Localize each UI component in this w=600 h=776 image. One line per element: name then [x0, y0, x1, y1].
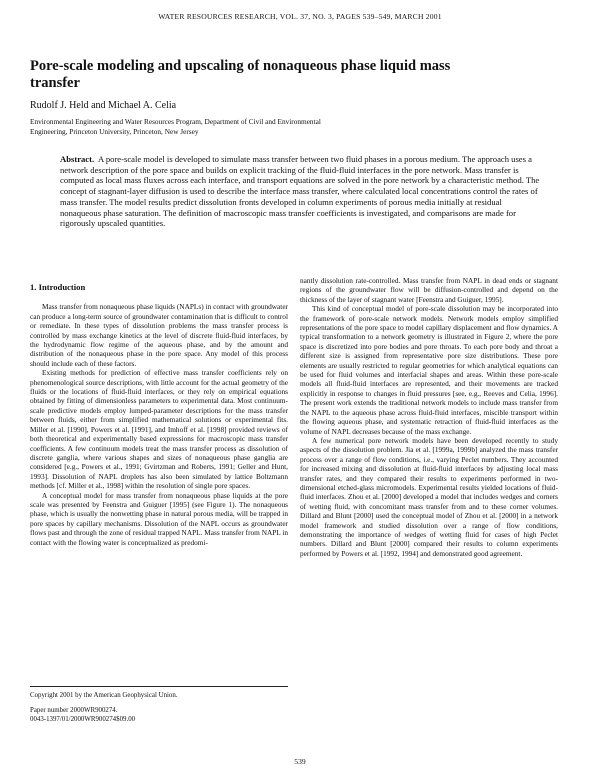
abstract [60, 154, 544, 229]
section-heading-introduction: 1. Introduction [30, 282, 86, 292]
copyright-line: Copyright 2001 by the American Geophysical Union. [30, 692, 178, 699]
abstract-text: A pore-scale model is developed to simulate mass transfer between two fluid phases in a porous medium. The approach uses a network description of the pore space and builds on explicit tracking of the fluid-fluid interfaces in the pore network. Mass transfer is computed as local mass fluxes across each interface, and transport equations are solved in the pore network by a characteristic method. The concept of stagnant-layer diffusion is used to describe the interface mass transfer, where calculated local concentrations control the rates of mass transfer. The model results predict dissolution fronts developed in column experiments of porous media initially at residual nonaqueous phase saturation. The definition of macroscopic mass transfer coefficients is investigated, and comparisons are made for rigorously upscaled quantities. [60, 154, 540, 229]
author-affiliation [30, 117, 550, 136]
copyright-block [30, 691, 288, 725]
right-paragraph-2: A few numerical pore network models have been developed recently to study aspects of the dissolution problem. Jia et al. [1999a, 1999b] analyzed the mass transfer process over a range of flow conditions, i.e., varying Peclet numbers. They accounted for increased mixing and dissolution at fluid-fluid interfaces by adjusting local mass transfer rates, and they compared their results to experiments performed in two-dimensional etched-glass micromodels. Experimental results yielded locations of fluid-fluid interfaces. Zhou et al. [2000] developed a model that includes wedges and corners of wetting fluid, with concomitant mass transfer from and to these corner volumes. Dillard and Blunt [2000] used the conceptual model of Zhou et al. [2000] in a network model framework and studied dissolution over a range of flow conditions, demonstrating the importance of wedges of wetting fluid for cases of high Peclet numbers. Dillard and Blunt [2000] compared their results to column experiments performed by Powers et al. [1992, 1994] and demonstrated good agreement. [300, 435, 558, 558]
affiliation-line-1: Environmental Engineering and Water Resources Program, Department of Civil and Environmental [30, 117, 321, 126]
running-head: WATER RESOURCES RESEARCH, VOL. 37, NO. 3, PAGES 539–549, MARCH 2001 [158, 12, 442, 21]
right-paragraph-1: This kind of conceptual model of pore-scale dissolution may be incorporated into the framework of pore-scale network models. Network models employ simplified representations of the pore space to model capillary displacement and flow dynamics. A typical transformation to a network geometry is illustrated in Figure 2, where the pore space is discretized into pore bodies and pore throats. To each pore body and throat a different size is assigned from representative pore size distributions. These pore elements are usually restricted to regular geometries for which analytical equations can be used for fluid volumes and interfacial shapes and areas. Within these pore-scale models all fluid-fluid interfaces are represented, and their movements are tracked explicitly in response to changes in fluid pressures [see, e.g., Reeves and Celia, 1996]. The present work extends the traditional network models to include mass transfer from the NAPL to the aqueous phase across fluid-fluid interfaces, miscible transport within the flowing aqueous phase, and systematic retraction of fluid-fluid interfaces as the volume of NAPL decreases because of the mass exchange. [300, 304, 558, 436]
right-column [300, 276, 558, 558]
issn-line: 0043-1397/01/2000WR900274$09.00 [30, 716, 136, 724]
abstract-label: Abstract. [60, 154, 95, 164]
intro-paragraph-1: Mass transfer from nonaqueous phase liquids (NAPLs) in contact with groundwater can produce a long-term source of groundwater contamination that is difficult to control or remediate. In these types of dissolution problems the mass transfer process is controlled by mass exchange kinetics at the level of discrete fluid-fluid interfaces, by the hydrodynamic flow regime of the aqueous phase, and by the amount and distribution of the nonaqueous phase in the pore space. Any model of this process should include each of these factors. [30, 302, 288, 368]
footnote-rule [30, 686, 288, 687]
page-number: 539 [294, 757, 306, 766]
left-column [30, 283, 288, 547]
article-authors: Rudolf J. Held and Michael A. Celia [30, 100, 177, 111]
affiliation-line-2: Engineering, Princeton University, Princeton, New Jersey [30, 126, 199, 136]
right-paragraph-0: nantly dissolution rate-controlled. Mass transfer from NAPL in dead ends or stagnant regions of the groundwater flow will be diffusion-controlled and depend on the thickness of the layer of stagnant water [Feenstra and Guiguer, 1995]. [300, 276, 558, 304]
intro-paragraph-3: A conceptual model for mass transfer from nonaqueous phase liquids at the pore scale was presented by Feenstra and Guiguer [1995] (see Figure 1). The nonaqueous phase, which is usually the nonwetting phase in natural porous media, will be trapped in pore spaces by capillary mechanisms. Dissolution of the NAPL occurs as groundwater flows past and through the zone of residual trapped NAPL. Mass transfer from NAPL in contact with the flowing water is conceptualized as predomi- [30, 490, 288, 547]
intro-paragraph-2: Existing methods for prediction of effective mass transfer coefficients rely on phenomenological source descriptions, with little account for the actual geometry of the fluids or the locations of fluid-fluid interfaces, or they rely on empirical equations obtained by fitting of dimensionless parameters to experimental data. Most continuum-scale predictive models employ lumped-parameter descriptions for the mass transfer between fluids, either from simplified mathematical solutions or experimental fits. Miller et al. [1990], Powers et al. [1991], and Imhoff et al. [1998] provided reviews of both theoretical and experimentally based expressions for macroscopic mass transfer coefficients. A few continuum models treat the mass transfer process as dissolution of discrete ganglia, where various shapes and sizes of nonaqueous phase ganglia are considered [e.g., Powers et al., 1991; Gvirtzman and Roberts, 1991; Geller and Hunt, 1993]. Dissolution of NAPL droplets has also been simulated by lattice Boltzmann methods [cf. Miller et al., 1998] within the resolution of single pore spaces. [30, 368, 288, 491]
paper-number: Paper number 2000WR900274. [30, 707, 118, 715]
article-title: Pore-scale modeling and upscaling of nonaqueous phase liquid mass transfer [30, 58, 451, 91]
